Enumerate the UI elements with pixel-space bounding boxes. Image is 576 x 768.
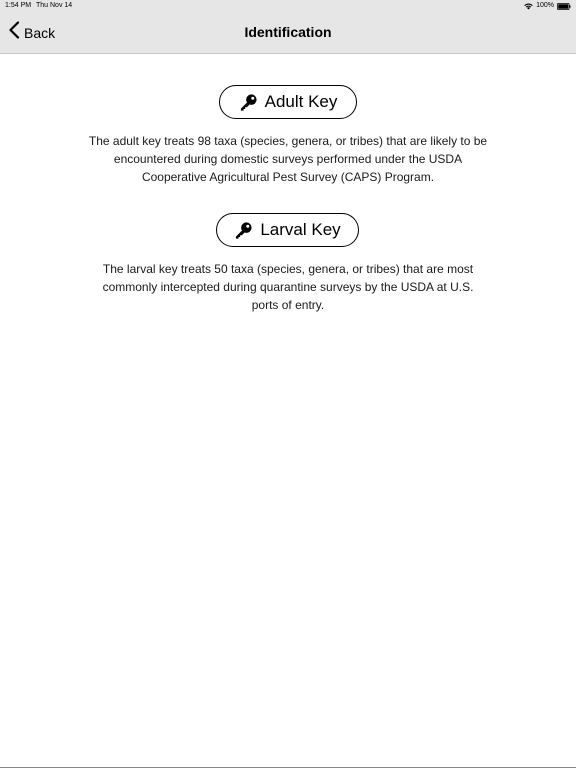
adult-key-label: Adult Key <box>264 92 338 111</box>
battery-percent: 100% <box>536 2 554 9</box>
battery-icon <box>557 3 571 10</box>
back-button[interactable] <box>8 12 55 53</box>
adult-key-button[interactable] <box>219 85 357 119</box>
key-icon <box>239 93 258 112</box>
key-icon <box>234 221 253 240</box>
status-time: 1:54 PM <box>5 2 32 9</box>
navigation-bar <box>0 12 576 54</box>
larval-key-description: The larval key treats 50 taxa (species, genera, or tribes) that are most commonly intercepted during quarantine surveys by the USDA at U.S. ports of entry. <box>102 262 474 312</box>
status-date: Thu Nov 14 <box>36 2 73 9</box>
status-indicators <box>524 0 571 12</box>
chevron-left-icon <box>8 21 20 44</box>
wifi-icon <box>524 3 533 10</box>
larval-key-button[interactable] <box>216 213 359 247</box>
larval-key-label: Larval Key <box>260 220 341 239</box>
back-label: Back <box>24 24 56 41</box>
adult-key-description: The adult key treats 98 taxa (species, genera, or tribes) that are likely to be encountered during domestic surveys performed under the USDA Cooperative Agricultural Pest Survey (CAPS) Program. <box>88 134 488 184</box>
status-bar <box>0 0 576 12</box>
page-title: Identification <box>244 24 332 40</box>
